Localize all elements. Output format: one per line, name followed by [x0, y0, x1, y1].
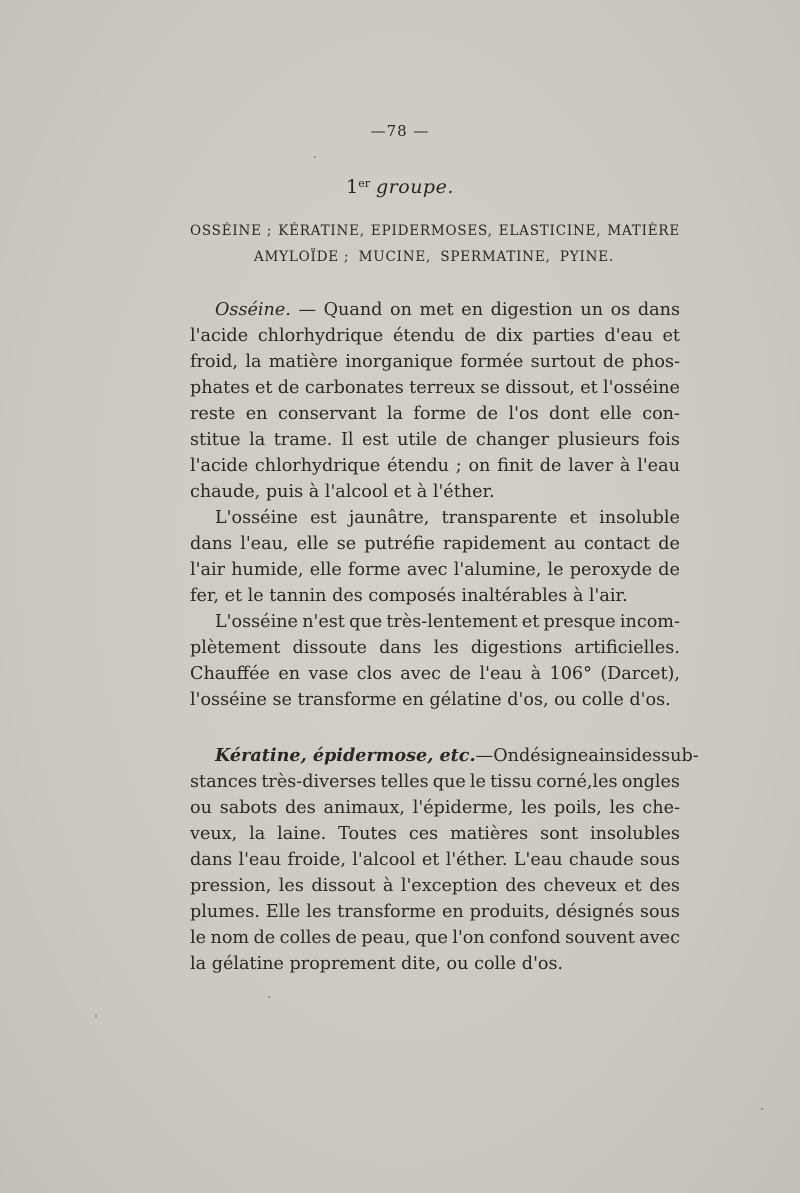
- word: en: [396, 690, 424, 710]
- text-line: [190, 505, 680, 531]
- word: et: [569, 508, 587, 528]
- word: en: [461, 300, 484, 320]
- word: os: [610, 300, 631, 320]
- word: un: [580, 300, 604, 320]
- word: formée: [460, 352, 524, 372]
- word: vase: [308, 664, 349, 684]
- word: à: [411, 482, 428, 502]
- word: nom: [210, 928, 250, 948]
- word: dans: [637, 300, 680, 320]
- word: des: [285, 798, 316, 818]
- word: inaltérables: [455, 586, 568, 606]
- word: fois: [648, 430, 680, 450]
- word: à: [303, 482, 320, 502]
- word: sous: [639, 850, 680, 870]
- word: on: [390, 300, 412, 320]
- word: stances: [190, 772, 258, 792]
- word: la: [249, 430, 266, 450]
- word: l'air.: [583, 586, 628, 606]
- section-subheading-line-1: [190, 223, 680, 239]
- word: le: [242, 586, 264, 606]
- word: de: [464, 326, 487, 346]
- word: l'exception: [400, 876, 498, 896]
- word: chaude: [568, 850, 634, 870]
- word: elle: [599, 404, 632, 424]
- word: ongles: [621, 772, 680, 792]
- word: l'os: [508, 404, 539, 424]
- word: et: [219, 586, 243, 606]
- word: avec: [400, 664, 441, 684]
- word: l'osséine: [603, 378, 680, 398]
- word: sont: [540, 824, 579, 844]
- word: reste: [190, 404, 236, 424]
- text-line: [190, 661, 680, 687]
- word: et: [421, 850, 440, 870]
- text-line: [190, 769, 680, 795]
- word: l'acide: [190, 456, 249, 476]
- text-line: [190, 531, 680, 557]
- word: et: [388, 482, 412, 502]
- word: on: [468, 456, 491, 476]
- word: digestion: [490, 300, 573, 320]
- word: l'eau: [479, 664, 523, 684]
- word: surtout: [530, 352, 596, 372]
- word: très-lentement: [386, 612, 518, 632]
- word: contact: [583, 534, 651, 554]
- word: dite,: [395, 954, 441, 974]
- word: (Darcet),: [600, 664, 680, 684]
- text-line: [190, 951, 680, 977]
- word: produits,: [469, 902, 550, 922]
- text-line: [190, 635, 680, 661]
- word: matières: [450, 824, 529, 844]
- word: phates: [190, 378, 250, 398]
- word: la: [245, 352, 262, 372]
- word: et: [662, 326, 680, 346]
- word: de: [335, 928, 357, 948]
- word: dans: [379, 638, 422, 658]
- word: le: [469, 772, 486, 792]
- word: très-diverses: [261, 772, 377, 792]
- word: des: [505, 876, 536, 896]
- text-line: [190, 925, 680, 951]
- word: des: [649, 876, 680, 896]
- word: phos-: [631, 352, 680, 372]
- word: elle: [309, 560, 342, 580]
- subheading-word: AMYLOÏDE ;: [254, 249, 350, 265]
- word: l'alcool: [352, 850, 416, 870]
- word: que: [414, 928, 448, 948]
- word: puis: [260, 482, 304, 502]
- text-line: [190, 609, 680, 635]
- word: ainsi: [588, 746, 631, 766]
- word: poils,: [554, 798, 602, 818]
- word: l'éther.: [427, 482, 495, 502]
- word: de: [539, 456, 562, 476]
- word: laine.: [277, 824, 327, 844]
- word: dont: [549, 404, 590, 424]
- word: chaude,: [190, 482, 261, 502]
- word: et: [580, 378, 598, 398]
- word: artificielles.: [574, 638, 680, 658]
- word: des: [326, 586, 363, 606]
- group-label: groupe.: [376, 176, 454, 198]
- word: L'osséine: [215, 612, 298, 632]
- word: la: [249, 824, 266, 844]
- word: n'est: [302, 612, 345, 632]
- word: chlorhydrique: [257, 326, 384, 346]
- word: désigne: [518, 746, 589, 766]
- word: se: [336, 534, 357, 554]
- subheading-word: PYINE.: [559, 249, 614, 265]
- subheading-word: KÉRATINE,: [278, 223, 365, 239]
- word: et: [521, 612, 540, 632]
- text-line: [190, 349, 680, 375]
- paragraph-lead: Kératine, épidermose, etc.: [215, 745, 476, 766]
- text-line: [190, 297, 680, 323]
- text-line: [190, 401, 680, 427]
- subheading-word: ELASTICINE,: [498, 223, 602, 239]
- word: insoluble: [599, 508, 680, 528]
- word: avec: [406, 560, 448, 580]
- word: d'eau: [604, 326, 653, 346]
- word: avec: [639, 928, 680, 948]
- word: peau,: [361, 928, 411, 948]
- word: et: [254, 378, 273, 398]
- subheading-word: OSSÉINE ;: [190, 223, 273, 239]
- word: les: [521, 798, 547, 818]
- word: cheveux: [543, 876, 617, 896]
- word: con-: [642, 404, 680, 424]
- word: corné,les: [536, 772, 618, 792]
- word: de: [476, 404, 499, 424]
- text-line: [190, 821, 680, 847]
- word: est: [310, 508, 337, 528]
- word: dans: [190, 850, 233, 870]
- word: les: [306, 902, 332, 922]
- word: che-: [642, 798, 680, 818]
- word: l'eau: [637, 456, 680, 476]
- word: dix: [495, 326, 523, 346]
- word: gélatine: [423, 690, 502, 710]
- word: trame.: [273, 430, 333, 450]
- word: désignés: [555, 902, 635, 922]
- word: d'os.: [516, 954, 564, 974]
- text-line: [190, 427, 680, 453]
- word: putréfie: [364, 534, 435, 554]
- paragraph-lead: Osséine.: [215, 300, 291, 320]
- word: presque: [543, 612, 616, 632]
- word: terreux: [409, 378, 476, 398]
- word: plusieurs: [557, 430, 640, 450]
- word: chlorhydrique: [254, 456, 381, 476]
- word: l'eau: [238, 850, 282, 870]
- text-line: [190, 453, 680, 479]
- word: le: [190, 928, 207, 948]
- word: colle: [468, 954, 517, 974]
- word: l'éther.: [445, 850, 508, 870]
- word: incom-: [619, 612, 680, 632]
- word: L'eau: [513, 850, 563, 870]
- word: colle: [576, 690, 624, 710]
- subheading-word: EPIDERMOSES,: [370, 223, 493, 239]
- text-line: [190, 557, 680, 583]
- word: que: [349, 612, 383, 632]
- word: dissout,: [505, 378, 575, 398]
- group-heading: [0, 176, 800, 198]
- word: de: [253, 928, 276, 948]
- word: ces: [408, 824, 439, 844]
- word: transparente: [441, 508, 558, 528]
- word: conservant: [277, 404, 377, 424]
- text-line: [190, 873, 680, 899]
- word: est: [362, 430, 389, 450]
- section-subheading-line-2: [254, 249, 614, 265]
- word: 106°: [549, 664, 592, 684]
- text-line: [190, 375, 680, 401]
- word: stitue: [190, 430, 241, 450]
- word: animaux,: [323, 798, 405, 818]
- subheading-word: MUCINE,: [358, 249, 432, 265]
- group-ordinal: 1: [346, 176, 359, 198]
- word: souvent: [565, 928, 635, 948]
- text-line: [190, 795, 680, 821]
- word: tannin: [263, 586, 327, 606]
- word: humide,: [231, 560, 304, 580]
- word: Quand: [323, 300, 383, 320]
- word: L'osséine: [215, 508, 298, 528]
- word: l'acide: [190, 326, 249, 346]
- word: froide,: [287, 850, 346, 870]
- paragraph-osseine-digestion: [190, 609, 680, 713]
- text-line: [190, 743, 699, 769]
- word: met: [419, 300, 454, 320]
- word: —: [298, 300, 317, 320]
- word: veux,: [190, 824, 238, 844]
- word: changer: [475, 430, 550, 450]
- word: matière: [268, 352, 338, 372]
- word: Toutes: [338, 824, 397, 844]
- text-line: [190, 479, 680, 505]
- word: proprement: [283, 954, 396, 974]
- word: gélatine: [206, 954, 284, 974]
- word: utile: [397, 430, 438, 450]
- word: plètement: [190, 638, 281, 658]
- word: se: [480, 378, 500, 398]
- word: sabots: [219, 798, 278, 818]
- word: à: [619, 456, 631, 476]
- text-line: [190, 847, 680, 873]
- word: confond: [489, 928, 561, 948]
- word: jaunâtre,: [348, 508, 430, 528]
- word: dissout: [311, 876, 376, 896]
- word: dans: [190, 534, 233, 554]
- word: d'os.: [623, 690, 671, 710]
- word: étendu: [392, 326, 455, 346]
- word: l'osséine: [190, 690, 267, 710]
- word: dissoute: [292, 638, 367, 658]
- text-line: [190, 687, 680, 713]
- word: en: [245, 404, 268, 424]
- word: Il: [340, 430, 354, 450]
- word: à: [530, 664, 542, 684]
- word: la: [190, 954, 207, 974]
- word: que: [432, 772, 466, 792]
- word: l'épiderme,: [412, 798, 514, 818]
- word: telles: [380, 772, 429, 792]
- word: des: [630, 746, 662, 766]
- word: au: [554, 534, 576, 554]
- word: de: [658, 560, 680, 580]
- paper-speck: [268, 996, 270, 998]
- word: ;: [455, 456, 462, 476]
- word: fer,: [190, 586, 219, 606]
- paper-speck: [314, 156, 316, 158]
- text-line: [190, 583, 680, 609]
- word: à: [567, 586, 584, 606]
- page-number: —78 —: [370, 122, 430, 140]
- word: de: [658, 534, 680, 554]
- word: d'os,: [501, 690, 549, 710]
- word: —On: [475, 746, 519, 766]
- word: l'air: [190, 560, 225, 580]
- word: inorganique: [345, 352, 453, 372]
- word: transforme: [337, 902, 437, 922]
- word: forme: [347, 560, 401, 580]
- word: pression,: [190, 876, 272, 896]
- paragraph-osseine-properties: [190, 505, 680, 609]
- word: tissu: [490, 772, 533, 792]
- word: peroxyde: [569, 560, 653, 580]
- word: de: [445, 430, 468, 450]
- word: en: [441, 902, 464, 922]
- word: composés: [362, 586, 456, 606]
- word: clos: [356, 664, 392, 684]
- word: la: [386, 404, 403, 424]
- paragraph-keratine: [190, 743, 699, 977]
- word: l'alumine,: [453, 560, 542, 580]
- paper-speck: [95, 1015, 97, 1017]
- word: ou: [190, 798, 212, 818]
- paragraph-osseine: [190, 297, 680, 505]
- subheading-word: SPERMATINE,: [440, 249, 551, 265]
- word: en: [278, 664, 301, 684]
- word: finit: [497, 456, 533, 476]
- subheading-word: MATIÈRE: [607, 223, 680, 239]
- paper-speck: [761, 1108, 763, 1110]
- word: l'on: [452, 928, 485, 948]
- word: digestions: [470, 638, 563, 658]
- word: de: [602, 352, 625, 372]
- text-line: [190, 323, 680, 349]
- text-line: [190, 899, 680, 925]
- word: les: [433, 638, 459, 658]
- word: colles: [279, 928, 331, 948]
- word: Chauffée: [190, 664, 270, 684]
- word: les: [278, 876, 304, 896]
- word: insolubles: [590, 824, 680, 844]
- word: les: [609, 798, 635, 818]
- word: ou: [548, 690, 577, 710]
- word: forme: [413, 404, 466, 424]
- word: de: [277, 378, 300, 398]
- word: parties: [532, 326, 595, 346]
- word: plumes.: [190, 902, 260, 922]
- word: froid,: [190, 352, 238, 372]
- word: carbonates: [304, 378, 404, 398]
- word: à: [382, 876, 394, 896]
- word: ou: [440, 954, 469, 974]
- word: Elle: [265, 902, 301, 922]
- word: elle: [296, 534, 329, 554]
- word: sous: [639, 902, 680, 922]
- group-ordinal-suffix: er: [358, 177, 370, 190]
- word: se: [266, 690, 292, 710]
- word: transforme: [291, 690, 397, 710]
- word: rapidement: [442, 534, 546, 554]
- word: sub-: [661, 746, 699, 766]
- word: de: [449, 664, 472, 684]
- word: le: [547, 560, 564, 580]
- word: et: [624, 876, 642, 896]
- word: étendu: [387, 456, 449, 476]
- word: laver: [568, 456, 614, 476]
- word: l'alcool: [319, 482, 389, 502]
- word: l'eau,: [240, 534, 289, 554]
